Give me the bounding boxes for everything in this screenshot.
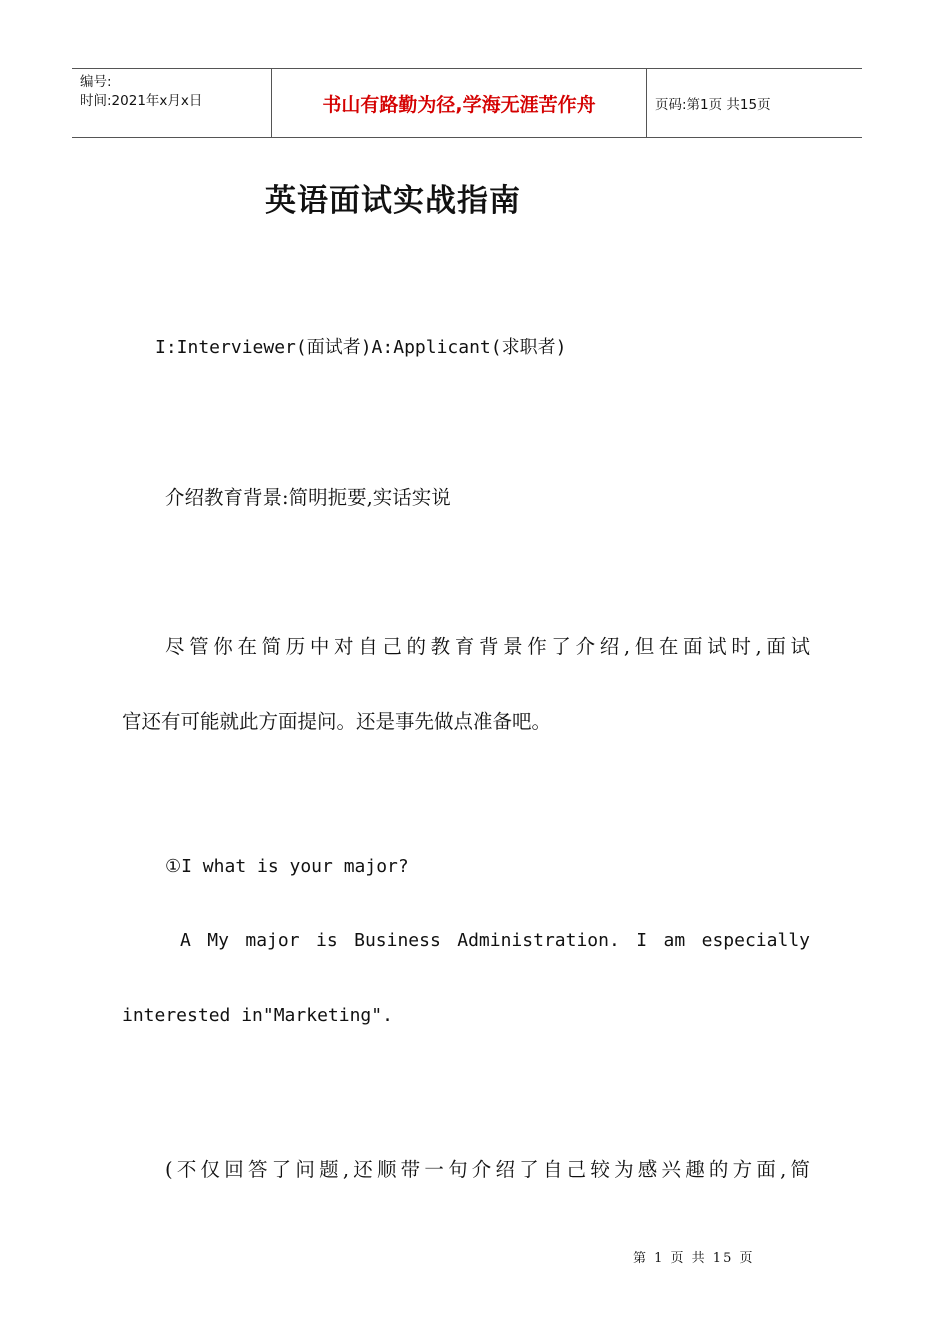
serial-label: 编号: [80, 74, 112, 90]
note-line: (不仅回答了问题,还顺带一句介绍了自己较为感兴趣的方面,简 [165, 1158, 810, 1181]
header-page-info: 页码:第1页 共15页 [655, 97, 771, 113]
paragraph-line: 官还有可能就此方面提问。还是事先做点准备吧。 [122, 710, 552, 733]
page-footer: 第 1 页 共 15 页 [633, 1251, 755, 1266]
document-title: 英语面试实战指南 [265, 183, 521, 219]
section-heading: 介绍教育背景:简明扼要,实话实说 [165, 486, 451, 509]
roles-line: I:Interviewer(面试者)A:Applicant(求职者) [155, 337, 567, 358]
paragraph-line: 尽管你在简历中对自己的教育背景作了介绍,但在面试时,面试 [165, 635, 810, 658]
header-motto: 书山有路勤为径,学海无涯苦作舟 [272, 69, 647, 137]
page-header [72, 68, 862, 138]
header-meta [72, 69, 272, 137]
time-label: 时间:2021年x月x日 [80, 93, 203, 109]
answer-line: interested in"Marketing". [122, 1005, 393, 1026]
answer-line: A My major is Business Administration. I am especially [180, 930, 810, 951]
question-line: ①I what is your major? [165, 856, 409, 877]
